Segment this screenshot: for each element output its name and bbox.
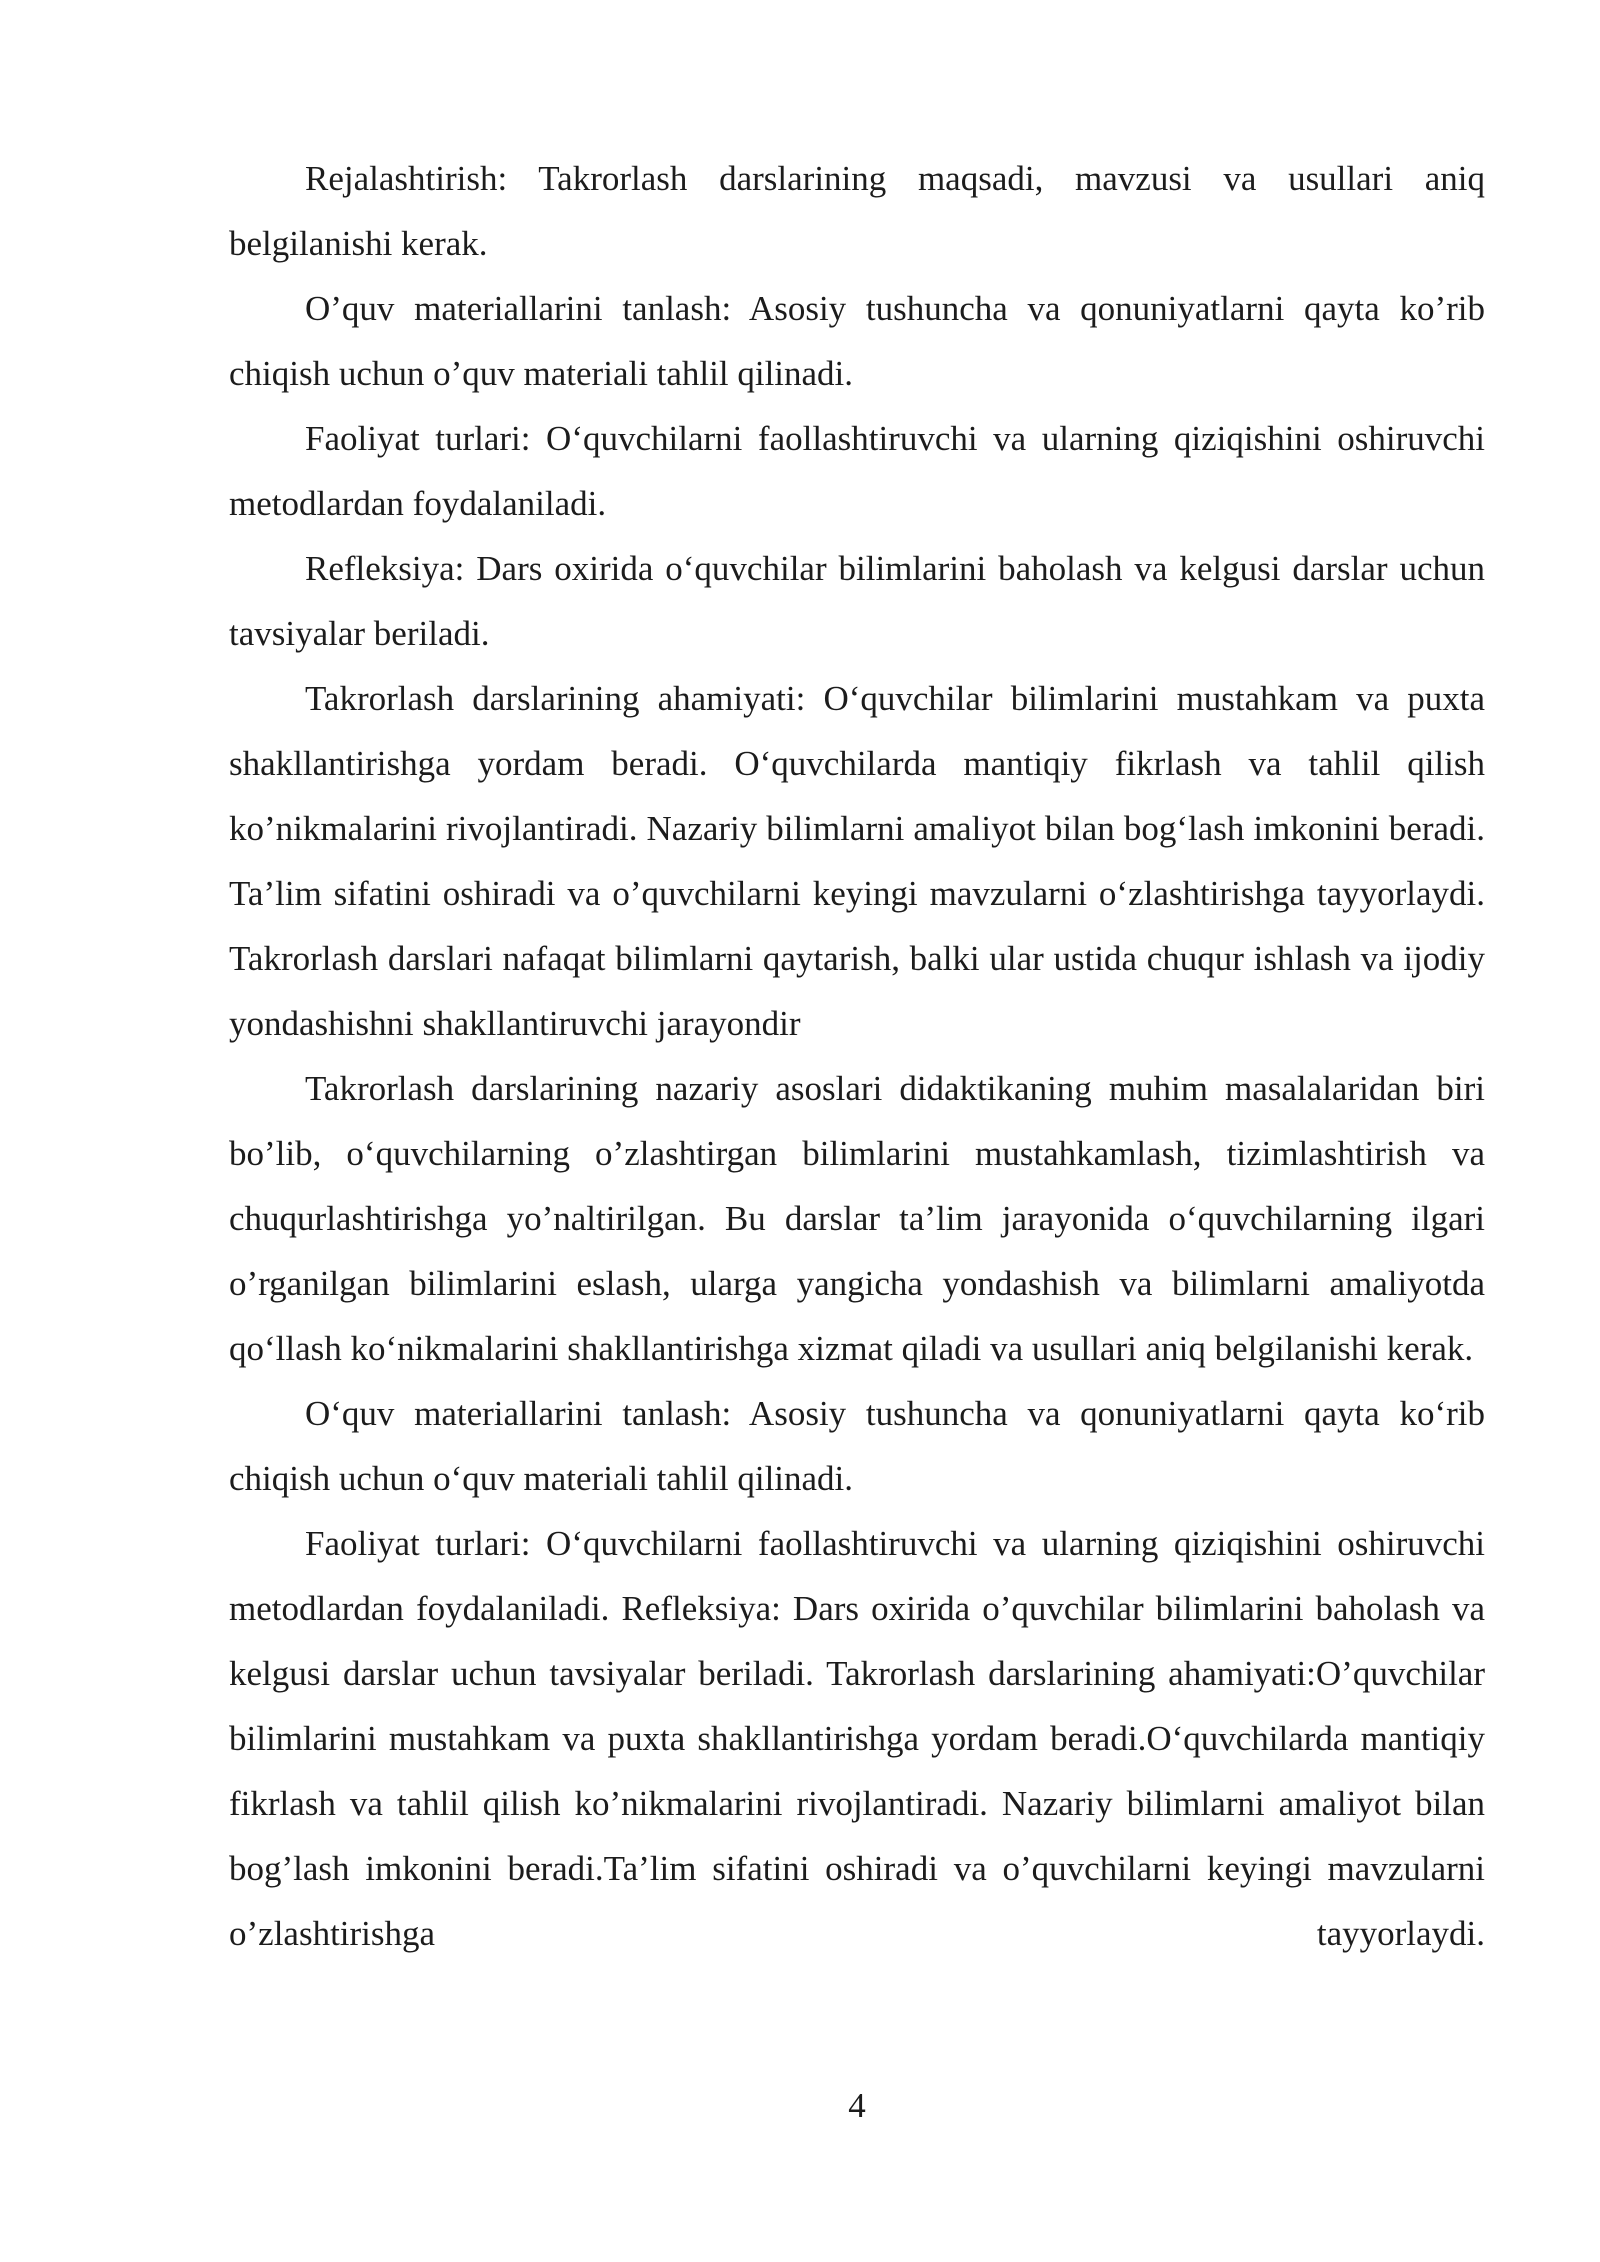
paragraph-reflection: Refleksiya: Dars oxirida o‘quvchilar bilimlarini baholash va kelgusi darslar uchun tavsiyalar beriladi. [229,549,1485,653]
paragraph-material-selection: O’quv materiallarini tanlash: Asosiy tushuncha va qonuniyatlarni qayta ko’rib chiqish uchun o’quv materiali tahlil qilinadi. [229,289,1485,393]
page-number: 4 [848,2086,866,2125]
paragraph-material-selection-repeat: O‘quv materiallarini tanlash: Asosiy tushuncha va qonuniyatlarni qayta ko‘rib chiqish uchun o‘quv materiali tahlil qilinadi. [229,1394,1485,1498]
text-body [229,146,1485,1966]
paragraph-importance: Takrorlash darslarining ahamiyati: O‘quvchilar bilimlarini mustahkam va puxta shakllantirishga yordam beradi. O‘quvchilarda mantiqiy fikrlash va tahlil qilish ko’nikmalarini rivojlantiradi. Nazariy bilimlarni amaliyot bilan bog‘lash imkonini beradi. Ta’lim sifatini oshiradi va o’quvchilarni keyingi mavzularni o‘zlashtirishga tayyorlaydi. Takrorlash darslari nafaqat bilimlarni qaytarish, balki ular ustida chuqur ishlash va ijodiy yondashishni shakllantiruvchi jarayondir [229,679,1485,1043]
paragraph-planning: Rejalashtirish: Takrorlash darslarining maqsadi, mavzusi va usullari aniq belgilanishi kerak. [229,159,1485,263]
paragraph-activity-types: Faoliyat turlari: O‘quvchilarni faollashtiruvchi va ularning qiziqishini oshiruvchi metodlardan foydalaniladi. [229,419,1485,523]
paragraph-activity-types-repeat: Faoliyat turlari: O‘quvchilarni faollashtiruvchi va ularning qiziqishini oshiruvchi metodlardan foydalaniladi. Refleksiya: Dars oxirida o’quvchilar bilimlarini baholash va kelgusi darslar uchun tavsiyalar beriladi. Takrorlash darslarining ahamiyati:O’quvchilar bilimlarini mustahkam va puxta shakllantirishga yordam beradi.O‘quvchilarda mantiqiy fikrlash va tahlil qilish ko’nikmalarini rivojlantiradi. Nazariy bilimlarni amaliyot bilan bog’lash imkonini beradi.Ta’lim sifatini oshiradi va o’quvchilarni keyingi mavzularni o’zlashtirishga tayyorlaydi. [229,1524,1485,1953]
paragraph-theoretical-basis: Takrorlash darslarining nazariy asoslari didaktikaning muhim masalalaridan biri bo’lib, o‘quvchilarning o’zlashtirgan bilimlarini mustahkamlash, tizimlashtirish va chuqurlashtirishga yo’naltirilgan. Bu darslar ta’lim jarayonida o‘quvchilarning ilgari o’rganilgan bilimlarini eslash, ularga yangicha yondashish va bilimlarni amaliyotda qo‘llash ko‘nikmalarini shakllantirishga xizmat qiladi va usullari aniq belgilanishi kerak. [229,1069,1485,1368]
